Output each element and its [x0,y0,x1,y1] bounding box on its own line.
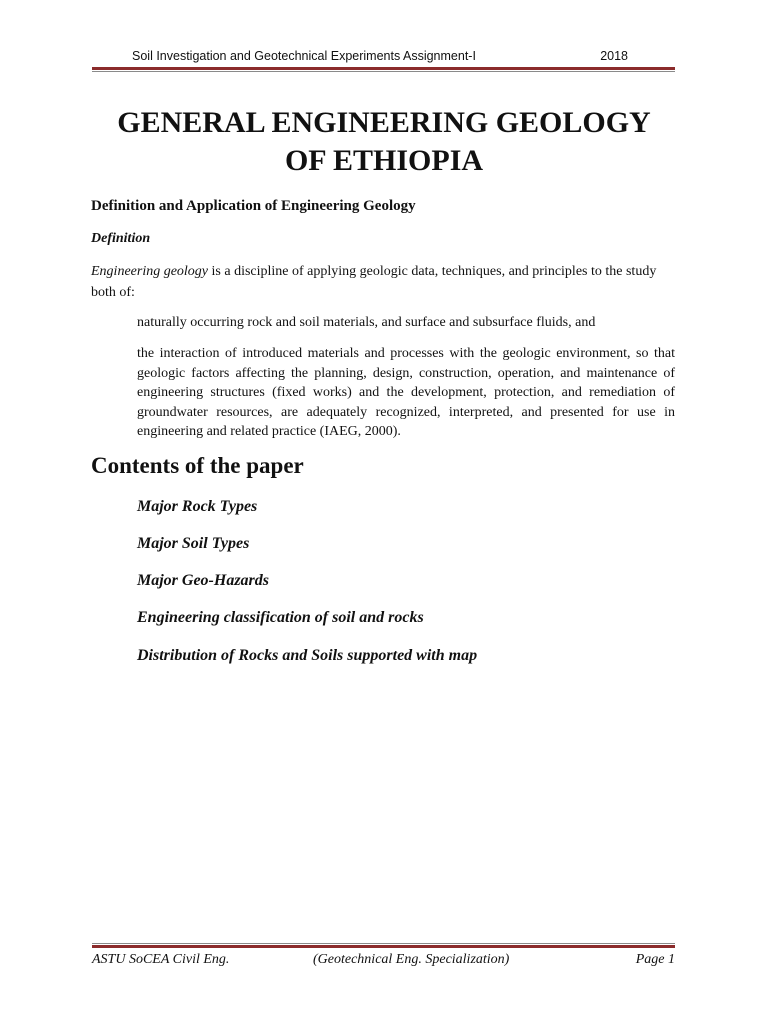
bullet-item: naturally occurring rock and soil materials, and surface and subsurface fluids, and [137,315,596,330]
footer-rule [92,945,675,948]
bullet-item: the interaction of introduced materials and processes with the geologic environment, so that geologic factors affecting the planning, design, construction, operation, and maintenance of engineering structures (fixed works) and the development, protection, and remediation of groundwater resources, are adequately recognized, interpreted, and presented for use in engineering and related practice (IAEG, 2000). [137,346,675,439]
bullet-icon [114,346,124,362]
page-number: Page 1 [635,952,675,967]
definition-term: Engineering geology [91,264,209,279]
bullet-icon [114,315,124,331]
title-line-2: OF ETHIOPIA [284,144,484,177]
footer-institution: ASTU SoCEA Civil Eng. [92,952,230,967]
page-header [132,49,628,63]
header-rule-thin [92,71,675,72]
arrow-marker-icon [114,499,137,515]
contents-item-label: Major Soil Types [137,535,250,552]
header-rule [92,67,675,70]
contents-item [114,609,424,627]
contents-item-label: Major Rock Types [137,498,258,515]
contents-item-label: Distribution of Rocks and Soils supported with map [137,647,478,664]
definition-paragraph [91,261,676,303]
contents-heading: Contents of the paper [91,453,304,478]
document-title [40,104,728,180]
contents-item [114,647,477,665]
contents-item-label: Major Geo-Hazards [137,572,270,589]
sub-heading-definition: Definition [91,231,151,246]
arrow-marker-icon [114,648,137,664]
contents-item [114,572,269,590]
footer-specialization: (Geotechnical Eng. Specialization) [313,952,510,967]
title-line-1: GENERAL ENGINEERING GEOLOGY [117,106,651,139]
arrow-marker-icon [114,573,137,589]
contents-item-label: Engineering classification of soil and rocks [137,609,424,626]
header-year: 2018 [600,49,628,63]
definition-text: is a discipline of applying geologic data, techniques, and principles to the study both of: [91,264,657,300]
contents-item [114,498,257,516]
arrow-marker-icon [114,610,137,626]
footer-rule-thin [92,943,675,944]
section-heading: Definition and Application of Engineering Geology [91,198,416,214]
contents-item [114,535,249,553]
header-title: Soil Investigation and Geotechnical Experiments Assignment-I [132,49,476,63]
arrow-marker-icon [114,536,137,552]
